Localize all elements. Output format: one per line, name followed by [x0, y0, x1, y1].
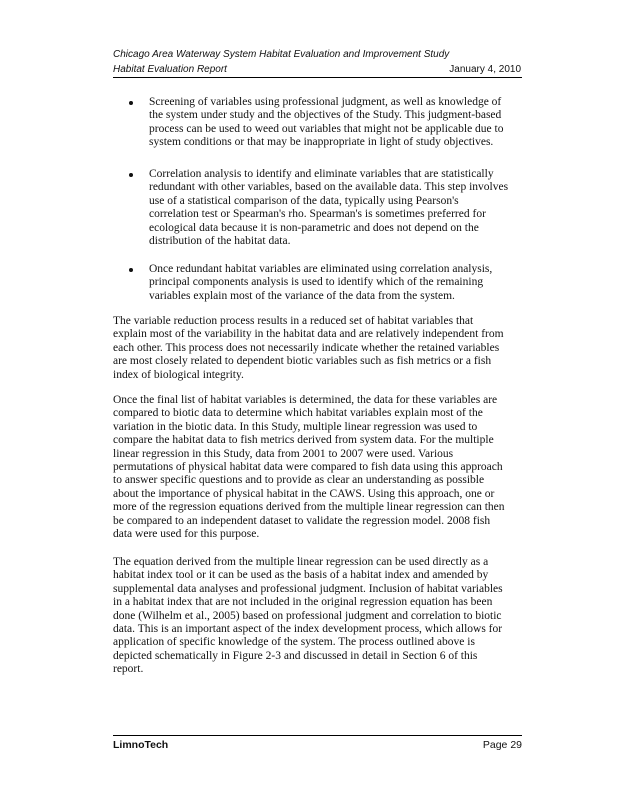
header-subtitle: Habitat Evaluation Report [113, 64, 227, 75]
text-line: linear regression in this Study, data from 2001 to 2007 were used. Various [113, 447, 454, 460]
text-line: habitat index tool or it can be used as the basis of a habitat index and amended by [113, 569, 489, 582]
text-line: principal components analysis is used to identify which of the remaining [149, 276, 484, 289]
text-line: Once redundant habitat variables are eliminated using correlation analysis, [149, 263, 493, 275]
text-line: permutations of physical habitat data were compared to fish data using this approach [113, 461, 503, 474]
text-line: data were used for this purpose. [113, 528, 260, 541]
text-line: use of a statistical comparison of the data, typically using Pearson's [149, 194, 459, 207]
header-rule [113, 77, 522, 78]
paragraph [113, 556, 503, 677]
text-line: about the importance of physical habitat in the CAWS. Using this approach, one or [113, 487, 495, 500]
text-line: data. This is an important aspect of the index development process, which allows for [113, 623, 503, 636]
page-number: Page 29 [482, 739, 522, 751]
footer-company: LimnoTech [113, 739, 169, 751]
bullet-icon [129, 173, 133, 177]
header-title: Chicago Area Waterway System Habitat Evaluation and Improvement Study [113, 49, 450, 60]
text-line: distribution of the habitat data. [149, 235, 291, 248]
text-line: Correlation analysis to identify and eliminate variables that are statistically [149, 168, 494, 180]
bullet-item [149, 263, 492, 303]
text-line: supplemental data analyses and professional judgment. Inclusion of habitat variables [113, 582, 503, 595]
text-line: The equation derived from the multiple linear regression can be used directly as a [113, 556, 489, 568]
paragraph [113, 394, 505, 541]
text-line: depicted schematically in Figure 2-3 and discussed in detail in Section 6 of this [113, 649, 478, 662]
header-date: January 4, 2010 [449, 64, 521, 75]
text-line: more of the regression equations derived from the multiple linear regression can then [113, 501, 505, 514]
text-line: explain most of the variability in the habitat data and are relatively independent from [113, 328, 504, 341]
footer-rule [113, 735, 522, 736]
bullet-icon [129, 101, 133, 105]
text-line: in a habitat index that are not included in the original regression equation has been [113, 596, 493, 609]
text-line: index of biological integrity. [113, 368, 244, 381]
text-line: done (Wilhelm et al., 2005) based on professional judgment and correlation to biotic [113, 609, 502, 622]
text-line: application of specific knowledge of the system. The process outlined above is [113, 636, 475, 649]
text-line: each other. This process does not necessarily indicate whether the retained variables [113, 341, 500, 354]
bullet-item [149, 168, 508, 248]
bullet-icon [129, 268, 133, 272]
text-line: Screening of variables using professional judgment, as well as knowledge of [149, 96, 502, 108]
text-line: to answer specific questions and to provide as clear an understanding as possible [113, 474, 485, 487]
text-line: process can be used to weed out variables that might not be applicable due to [149, 122, 504, 135]
text-line: The variable reduction process results in a reduced set of habitat variables that [113, 315, 474, 327]
text-line: compare the habitat data to fish metrics derived from system data. For the multiple [113, 434, 494, 447]
text-line: redundant with other variables, based on the available data. This step involves [149, 181, 509, 194]
text-line: ecological data because it is non-parametric and does not depend on the [149, 221, 479, 234]
text-line: report. [113, 663, 144, 676]
text-line: compared to biotic data to determine which habitat variables explain most of the [113, 407, 483, 420]
text-line: Once the final list of habitat variables is determined, the data for these variables are [113, 394, 498, 406]
text-line: variation in the biotic data. In this Study, multiple linear regression was used to [113, 420, 478, 433]
text-line: system conditions or that may be inappropriate in light of study objectives. [149, 136, 494, 149]
paragraph [113, 315, 504, 382]
text-line: are most closely related to dependent biotic variables such as fish metrics or a fish [113, 355, 492, 368]
bullet-item [149, 96, 503, 150]
text-line: correlation test or Spearman's rho. Spearman's is sometimes preferred for [149, 208, 486, 221]
text-line: be compared to an independent dataset to validate the regression model. 2008 fish [113, 514, 491, 527]
text-line: variables explain most of the variance of the data from the system. [149, 289, 455, 302]
text-line: the system under study and the objectives of the Study. This judgment-based [149, 109, 502, 122]
